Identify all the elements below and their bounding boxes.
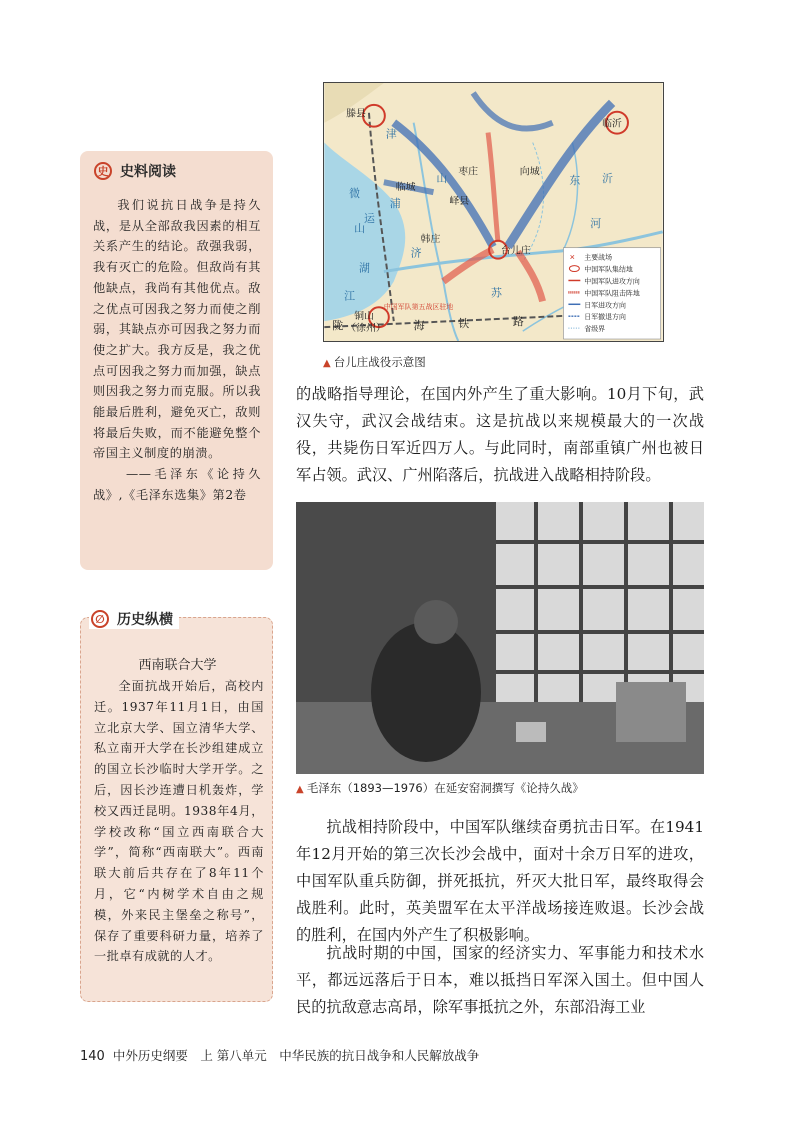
history-panorama-box	[80, 612, 273, 1002]
label-long: 陇	[332, 319, 344, 333]
legend-label-2: 中国军队进攻方向	[584, 277, 640, 286]
label-hai: 海	[413, 319, 425, 333]
photo-caption-text: 毛泽东（1893—1976）在延安窑洞撰写《论持久战》	[306, 781, 584, 795]
legend-label-6: 省级界	[584, 325, 606, 334]
place-taierzhuang: 台儿庄	[500, 245, 531, 257]
place-hanzhuang: 韩庄	[420, 233, 441, 245]
paragraph-1: 的战略指导理论，在国内外产生了重大影响。10月下旬，武汉失守，武汉会战结束。这是抗战以来规模最大的一次战役，共毙伤日军近四万人。与此同时，南部重镇广州也被日军占领。武汉、广州陷落后，抗战进入战略相持阶段。	[296, 385, 704, 484]
label-he: 河	[590, 216, 602, 230]
label-su: 苏	[491, 286, 502, 300]
photo-caption	[296, 780, 584, 796]
taierzhuang-battle-map	[323, 82, 664, 342]
paragraph-3	[296, 940, 704, 1021]
map-caption-text: 台儿庄战役示意图	[333, 355, 426, 369]
page-number: 140	[80, 1049, 105, 1064]
legend-label-3: 中国军队阻击阵地	[584, 289, 640, 298]
label-pu: 浦	[389, 197, 401, 211]
map-caption	[323, 354, 426, 370]
place-yixian: 峄县	[449, 196, 470, 208]
label-shan: 山	[436, 172, 448, 186]
label-tie: 铁	[458, 317, 470, 331]
legend-label-5: 日军撤退方向	[584, 313, 626, 322]
label-yun: 运	[364, 211, 375, 225]
label-lake-shan: 山	[354, 221, 365, 235]
label-hu: 湖	[359, 261, 370, 275]
quote-source: ——毛泽东《论持久战》,《毛泽东选集》第2卷	[93, 467, 261, 502]
legend-label-0: 主要战场	[584, 253, 613, 262]
page-footer	[80, 1046, 479, 1064]
place-linyi: 临沂	[602, 118, 622, 130]
quote-body: 我们说抗日战争是持久战，是从全部敌我因素的相互关系产生的结论。敌强我弱，我有灭亡的危险。但敌尚有其他缺点，我尚有其他优点。敌之优点可因我之努力而使之削弱，其缺点亦可因我之努力而使之扩大。我方反是，我之优点可因我之努力而加强，缺点则因我之努力而克服。所以我能最后胜利，避免灭亡，敌则将最后失败，而不能避免整个帝国主义制度的崩溃。	[93, 198, 261, 461]
label-lu: 路	[512, 315, 524, 329]
label-dong: 东	[569, 174, 581, 188]
history-panorama-header	[89, 609, 179, 629]
source-reading-text	[93, 195, 261, 506]
place-hq: 中国军队第五战区驻地	[383, 303, 454, 312]
label-wei: 微	[349, 187, 361, 201]
footer-text: 中外历史纲要 上 第八单元 中华民族的抗日战争和人民解放战争	[112, 1048, 480, 1063]
place-lincheng: 临城	[395, 182, 416, 194]
history-subtitle: 西南联合大学	[138, 658, 217, 673]
label-yi: 沂	[602, 172, 614, 186]
label-ji: 济	[410, 246, 422, 260]
place-tengxian: 滕县	[346, 108, 366, 120]
place-zaozhuang: 枣庄	[458, 166, 479, 178]
label-jin: 津	[385, 127, 397, 141]
place-xiangcheng: 向城	[519, 166, 540, 178]
legend-swords-icon: ✕	[569, 253, 576, 262]
paragraph-2-text: 抗战相持阶段中，中国军队继续奋勇抗击日军。在1941年12月开始的第三次长沙会战中，面对十余万日军的进攻，中国军队重兵防御，拼死抵抗，歼灭大批日军，最终取得会战胜利。此时，英美盟军在太平洋战场接连败退。长沙会战的胜利，在国内外产生了积极影响。	[296, 818, 704, 944]
paragraph-2	[296, 814, 704, 949]
source-reading-box	[80, 151, 273, 570]
place-tongshan: 铜山	[354, 311, 374, 323]
mao-writing-photo	[296, 502, 704, 774]
legend-label-4: 日军进攻方向	[584, 301, 626, 310]
compass-icon: ∅	[91, 610, 109, 628]
label-jiang: 江	[344, 289, 356, 303]
legend-label-1: 中国军队集结地	[584, 265, 633, 274]
source-reading-title: 史料阅读	[120, 164, 176, 180]
source-reading-header	[94, 161, 176, 181]
history-panorama-title: 历史纵横	[117, 612, 173, 628]
paragraph-3-text: 抗战时期的中国，国家的经济实力、军事能力和技术水平，都远远落后于日本，难以抵挡日军深入国土。但中国人民的抗敌意志高昂，除军事抵抗之外，东部沿海工业	[296, 944, 704, 1016]
triangle-icon: ▲	[323, 358, 331, 369]
book-icon: 史	[94, 162, 112, 180]
place-xuzhou: （徐州）	[346, 323, 386, 335]
triangle-icon: ▲	[296, 784, 304, 795]
history-body: 全面抗战开始后，高校内迁。1937年11月1日，由国立北京大学、国立清华大学、私立南开大学在长沙组建成立的国立长沙临时大学开学。之后，因长沙连遭日机轰炸，学校又西迁昆明。1938年4月，学校改称“国立西南联合大学”，简称“西南联大”。西南联大前后共存在了8年11个月，它“内树学术自由之规模，外来民主堡垒之称号”，保存了重要科研力量，培养了一批卓有成就的人才。	[94, 679, 264, 964]
map-legend	[563, 248, 660, 339]
